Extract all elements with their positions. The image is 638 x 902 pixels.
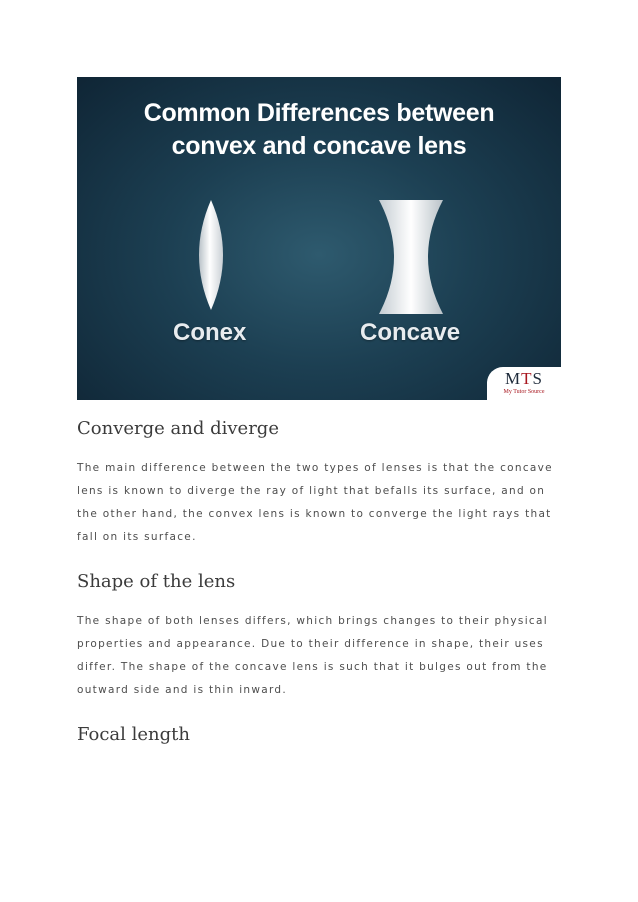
concave-lens-label: Concave xyxy=(360,319,461,346)
convex-lens-icon xyxy=(199,200,223,310)
section-heading-converge: Converge and diverge xyxy=(77,418,279,439)
concave-lens-icon xyxy=(379,200,443,314)
brand-logo xyxy=(487,367,561,400)
convex-lens-label: Conex xyxy=(173,319,247,346)
banner-title-line-1: Common Differences between xyxy=(143,99,495,127)
lens-banner-image xyxy=(77,77,561,400)
section-text-converge: The main difference between the two types of lenses is that the concave lens is known to diverge the ray of light that befalls its surface, and on the other hand, the convex lens is known to converge the light rays that fall on its surface. xyxy=(77,462,553,543)
logo-mark: MTS xyxy=(505,369,543,388)
section-heading-shape: Shape of the lens xyxy=(77,571,236,592)
section-heading-focal-length: Focal length xyxy=(77,724,190,745)
logo-subtitle: My Tutor Source xyxy=(503,389,545,395)
banner-title-line-2: convex and concave lens xyxy=(171,132,467,160)
lens-illustrations xyxy=(77,77,561,400)
section-text-shape: The shape of both lenses differs, which brings changes to their physical properties and appearance. Due to their difference in shape, their uses differ. The shape of the concave lens is such that it bulges out from the outward side and is thin inward. xyxy=(77,615,548,696)
